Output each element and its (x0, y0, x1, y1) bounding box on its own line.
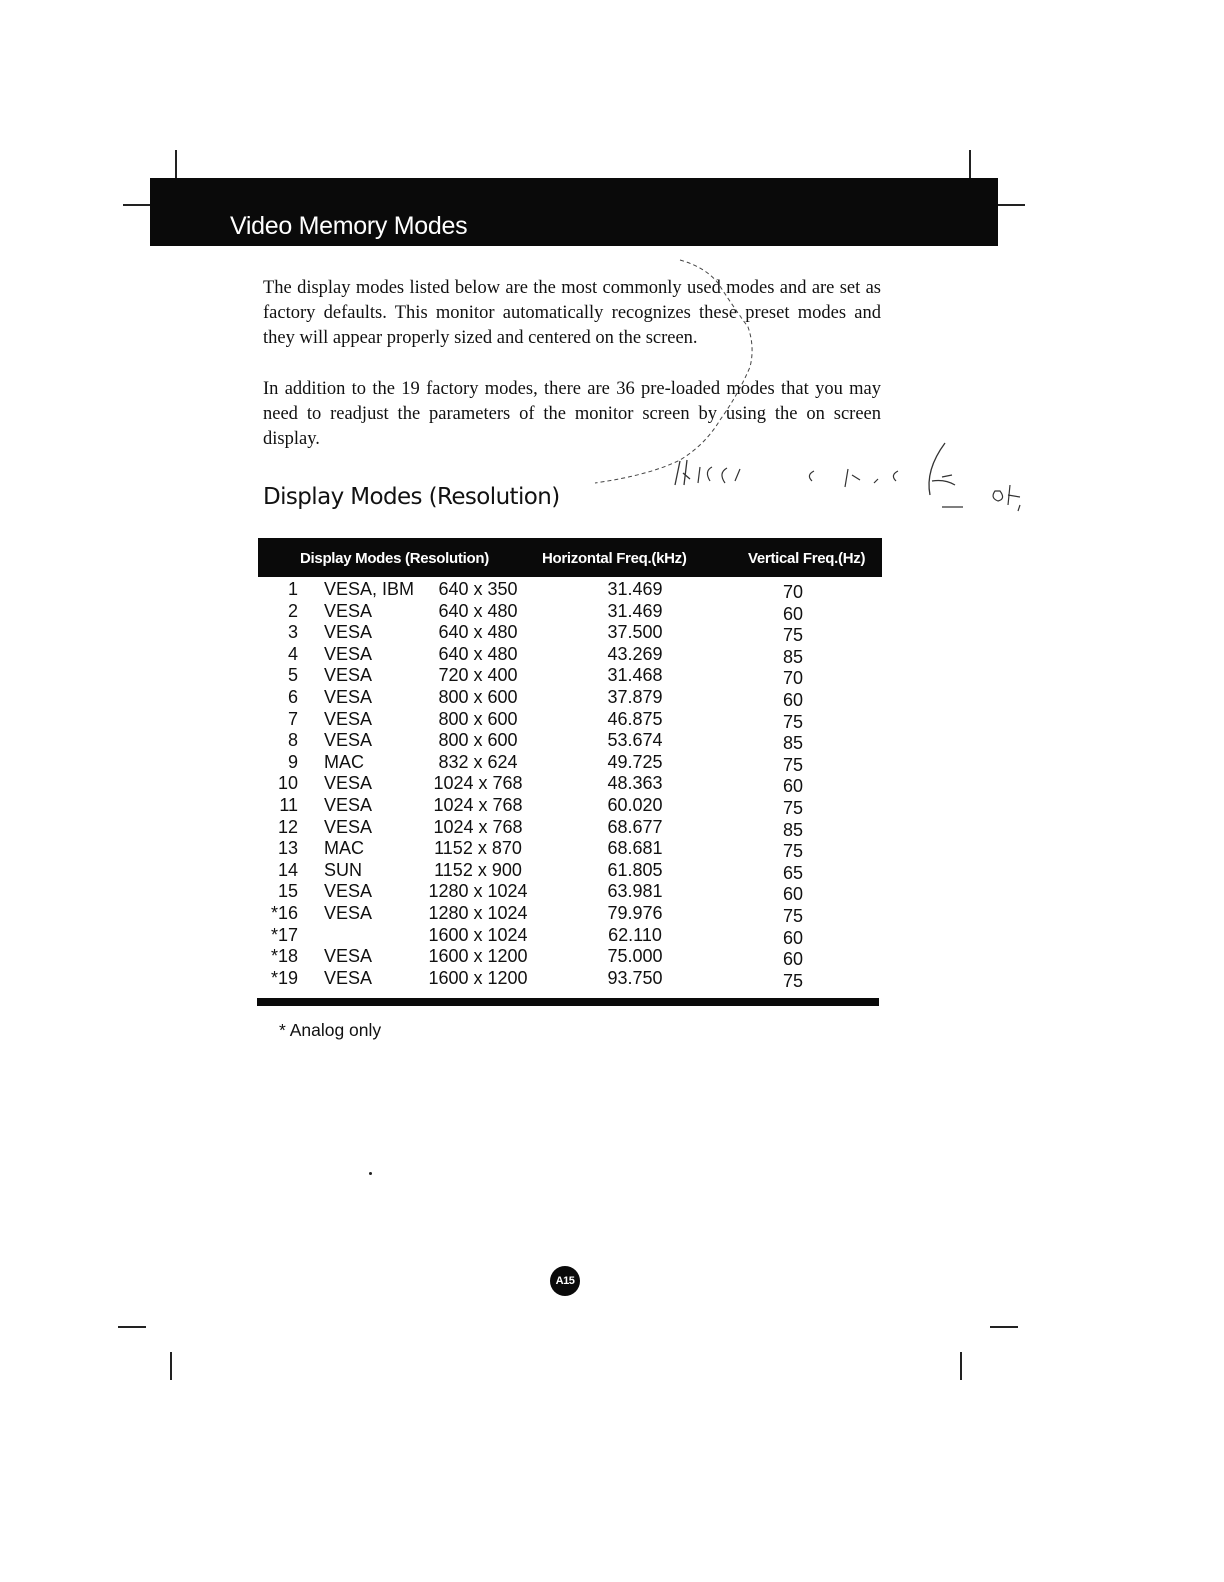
table-row (258, 730, 882, 752)
mode-number: 15 (277, 881, 298, 902)
crop-mark (998, 204, 1025, 206)
mode-standard: VESA (324, 967, 373, 988)
horizontal-frequency: 68.677 (607, 816, 663, 837)
table-row (258, 817, 882, 839)
mode-resolution: 1600 x 1200 (428, 967, 528, 988)
mode-standard: VESA, IBM (324, 579, 415, 599)
header-bar (150, 178, 998, 246)
mode-number: 7 (287, 708, 298, 729)
mode-number: *16 (270, 902, 298, 923)
table-row (258, 925, 882, 947)
table-row (258, 665, 882, 687)
table-row (258, 622, 882, 644)
mode-standard: VESA (324, 708, 373, 729)
horizontal-frequency: 79.976 (607, 902, 663, 923)
horizontal-frequency: 43.269 (607, 643, 663, 664)
crop-mark (969, 150, 971, 178)
mode-standard: MAC (324, 838, 364, 859)
mode-resolution: 1280 x 1024 (428, 881, 528, 902)
horizontal-frequency: 31.468 (607, 665, 663, 686)
vertical-frequency: 60 (782, 949, 804, 970)
table-row (258, 601, 882, 623)
mode-number: 9 (287, 751, 298, 772)
mode-standard: VESA (324, 816, 373, 837)
mode-number: 11 (279, 794, 298, 815)
mode-resolution: 1600 x 1024 (428, 924, 528, 945)
vertical-frequency: 75 (782, 754, 804, 775)
horizontal-frequency: 46.875 (607, 708, 663, 729)
mode-number: 2 (287, 600, 298, 621)
horizontal-frequency: 75.000 (607, 946, 663, 967)
mode-standard: VESA (324, 665, 373, 686)
horizontal-frequency: 48.363 (607, 773, 663, 794)
horizontal-frequency: 53.674 (607, 730, 663, 751)
handwritten-annotation (580, 255, 1030, 515)
vertical-frequency: 65 (782, 862, 804, 883)
table-row (258, 946, 882, 968)
mode-standard: MAC (324, 751, 364, 772)
vertical-frequency: 60 (782, 884, 804, 905)
mode-resolution: 640 x 480 (438, 600, 518, 621)
mode-number: 13 (277, 838, 298, 859)
mode-number: 14 (277, 859, 298, 880)
mode-resolution: 800 x 600 (438, 730, 518, 751)
mode-standard: VESA (324, 600, 373, 621)
vertical-frequency: 60 (782, 927, 804, 948)
table-row (258, 644, 882, 666)
mode-number: 6 (287, 686, 298, 707)
scan-speck (369, 1172, 372, 1175)
crop-mark (990, 1326, 1018, 1328)
mode-number: *19 (270, 967, 298, 988)
vertical-frequency: 85 (782, 646, 804, 667)
mode-standard: VESA (324, 794, 373, 815)
horizontal-frequency: 37.500 (607, 622, 663, 643)
vertical-frequency: 75 (782, 711, 804, 732)
table-row (258, 773, 882, 795)
mode-standard: SUN (324, 859, 363, 880)
horizontal-frequency: 93.750 (607, 967, 663, 988)
crop-mark (123, 204, 150, 206)
vertical-frequency: 60 (782, 776, 804, 797)
display-modes-table (258, 579, 882, 989)
page-number-badge: A15 (550, 1266, 580, 1296)
crop-mark (960, 1352, 962, 1380)
horizontal-frequency: 31.469 (607, 579, 663, 599)
table-row (258, 687, 882, 709)
page-title: Video Memory Modes (230, 212, 468, 240)
crop-mark (118, 1326, 146, 1328)
column-header-horizontal-freq: Horizontal Freq.(kHz) (542, 550, 687, 567)
table-row (258, 795, 882, 817)
mode-resolution: 640 x 480 (438, 622, 518, 643)
table-header (258, 538, 882, 577)
vertical-frequency: 75 (782, 841, 804, 862)
table-row (258, 709, 882, 731)
vertical-frequency: 60 (782, 603, 804, 624)
mode-resolution: 1280 x 1024 (428, 902, 528, 923)
vertical-frequency: 75 (782, 970, 804, 991)
footnote: * Analog only (279, 1020, 382, 1040)
horizontal-frequency: 60.020 (607, 794, 663, 815)
horizontal-frequency: 62.110 (608, 924, 662, 945)
mode-resolution: 640 x 480 (438, 643, 518, 664)
mode-standard: VESA (324, 686, 373, 707)
horizontal-frequency: 68.681 (607, 838, 663, 859)
vertical-frequency: 85 (782, 819, 804, 840)
horizontal-frequency: 63.981 (607, 881, 663, 902)
intro-paragraph-2: In addition to the 19 factory modes, there are 36 pre-loaded modes that you may need to readjust the parameters of the monitor screen by using the on screen display. (263, 379, 881, 449)
vertical-frequency: 70 (782, 582, 804, 602)
horizontal-frequency: 31.469 (607, 600, 663, 621)
table-row (258, 579, 882, 601)
mode-resolution: 800 x 600 (438, 708, 518, 729)
mode-resolution: 640 x 350 (438, 579, 518, 599)
mode-number: 12 (277, 816, 298, 837)
intro-paragraph-1: The display modes listed below are the most commonly used modes and are set as factory defaults. This monitor automatically recognizes these preset modes and they will appear properly sized and centered on the screen. (263, 278, 881, 348)
mode-resolution: 1152 x 900 (434, 859, 522, 880)
mode-number: 1 (287, 579, 298, 599)
mode-standard: VESA (324, 946, 373, 967)
mode-resolution: 800 x 600 (438, 686, 518, 707)
mode-standard: VESA (324, 643, 373, 664)
mode-resolution: 720 x 400 (438, 665, 518, 686)
crop-mark (175, 150, 177, 178)
horizontal-frequency: 61.805 (607, 859, 663, 880)
vertical-frequency: 70 (782, 668, 804, 689)
mode-standard: VESA (324, 902, 373, 923)
column-header-vertical-freq: Vertical Freq.(Hz) (748, 550, 866, 567)
column-header-display-modes: Display Modes (Resolution) (300, 550, 489, 567)
horizontal-frequency: 49.725 (607, 751, 663, 772)
mode-resolution: 1024 x 768 (433, 794, 523, 815)
table-row (258, 881, 882, 903)
vertical-frequency: 85 (782, 733, 804, 754)
mode-number: *17 (270, 924, 298, 945)
vertical-frequency: 75 (782, 625, 804, 646)
mode-standard: VESA (324, 881, 373, 902)
mode-number: 4 (287, 643, 298, 664)
mode-standard: VESA (324, 622, 373, 643)
mode-number: 8 (287, 730, 298, 751)
table-row (258, 903, 882, 925)
mode-resolution: 1600 x 1200 (428, 946, 528, 967)
mode-resolution: 1024 x 768 (433, 816, 523, 837)
vertical-frequency: 75 (782, 905, 804, 926)
mode-number: *18 (270, 946, 298, 967)
table-row (258, 860, 882, 882)
table-row (258, 752, 882, 774)
mode-number: 5 (287, 665, 298, 686)
table-row (258, 838, 882, 860)
mode-number: 10 (277, 773, 298, 794)
mode-standard: VESA (324, 773, 373, 794)
horizontal-frequency: 37.879 (607, 686, 663, 707)
vertical-frequency: 75 (782, 797, 804, 818)
mode-resolution: 1152 x 870 (434, 838, 522, 859)
table-row (258, 968, 882, 990)
vertical-frequency: 60 (782, 689, 804, 710)
mode-number: 3 (287, 622, 298, 643)
table-bottom-rule (257, 998, 879, 1006)
crop-mark (170, 1352, 172, 1380)
mode-resolution: 832 x 624 (438, 751, 518, 772)
section-title: Display Modes (Resolution) (263, 484, 560, 510)
mode-resolution: 1024 x 768 (433, 773, 523, 794)
mode-standard: VESA (324, 730, 373, 751)
